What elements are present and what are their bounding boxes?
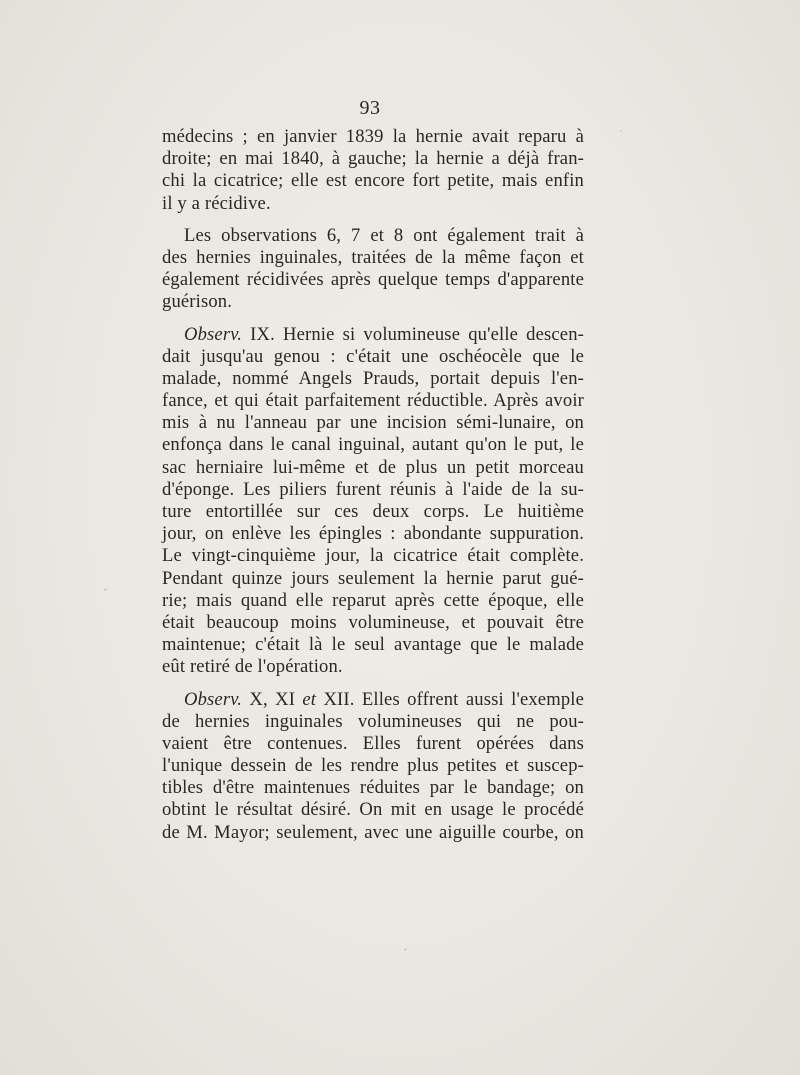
text-line: de hernies inguinales volumineuses qui ne pou- — [162, 710, 584, 732]
text-line: malade, nommé Angels Prauds, portait depuis l'en- — [162, 367, 584, 389]
observ-heading-text: IX. Hernie si volumineuse qu'elle descen- — [242, 323, 584, 345]
text-line: l'unique dessein de les rendre plus petites et suscep- — [162, 755, 584, 777]
text-line — [162, 689, 584, 711]
text-line: eût retiré de l'opération. — [162, 656, 343, 678]
paragraph-observ-9 — [162, 324, 584, 679]
text-line — [162, 324, 584, 346]
observ-label: Observ. — [184, 688, 243, 710]
page-number: 93 — [359, 97, 381, 119]
observ-numbers: X, XI — [242, 688, 303, 710]
text-line: obtint le résultat désiré. On mit en usage le procédé — [162, 799, 584, 821]
paragraph-2 — [162, 225, 584, 314]
text-line: Les observations 6, 7 et 8 ont également trait à — [184, 224, 584, 246]
paragraph-observ-10-12 — [162, 689, 584, 844]
text-line: Le vingt-cinquième jour, la cicatrice était complète. — [162, 545, 584, 567]
text-line: dait jusqu'au genou : c'était une oschéocèle que le — [162, 345, 584, 367]
text-line: il y a récidive. — [162, 192, 271, 214]
text-line: chi la cicatrice; elle est encore fort petite, mais enfin — [162, 170, 584, 192]
text-line: était beaucoup moins volumineuse, et pouvait être — [162, 611, 584, 633]
text-line: de M. Mayor; seulement, avec une aiguille courbe, on — [162, 821, 584, 843]
text-line: Pendant quinze jours seulement la hernie parut gué- — [162, 567, 584, 589]
text-line: d'éponge. Les piliers furent réunis à l'aide de la su- — [162, 478, 584, 500]
text-line: vaient être contenues. Elles furent opérées dans — [162, 732, 584, 754]
text-line: également récidivées après quelque temps d'apparente — [162, 269, 584, 291]
text-line: guérison. — [162, 291, 233, 313]
paper-speck — [104, 588, 107, 591]
observ-heading-text: XII. Elles offrent aussi l'exemple — [316, 688, 584, 710]
text-line: fance, et qui était parfaitement réductible. Après avoir — [162, 390, 584, 412]
text-line: mis à nu l'anneau par une incision sémi-lunaire, on — [162, 412, 584, 434]
text-line: droite; en mai 1840, à gauche; la hernie a déjà fran- — [162, 148, 584, 170]
text-line: sac herniaire lui-même et de plus un petit morceau — [162, 456, 584, 478]
text-line: maintenue; c'était là le seul avantage que le malade — [162, 634, 584, 656]
text-line: des hernies inguinales, traitées de la même façon et — [162, 246, 584, 268]
paper-speck — [620, 130, 622, 132]
text-line: enfonça dans le canal inguinal, autant qu'on le put, le — [162, 434, 584, 456]
paper-speck — [404, 948, 407, 951]
text-line: médecins ; en janvier 1839 la hernie avait reparu à — [162, 126, 584, 147]
text-line: tibles d'être maintenues réduites par le bandage; on — [162, 777, 584, 799]
text-line: jour, on enlève les épingles : abondante suppuration. — [162, 523, 584, 545]
body-text — [162, 126, 584, 844]
text-line: rie; mais quand elle reparut après cette époque, elle — [162, 589, 584, 611]
observ-label: Observ. — [184, 323, 243, 345]
observ-et: et — [302, 688, 317, 710]
paragraph-1 — [162, 126, 584, 215]
text-line: ture entortillée sur ces deux corps. Le huitième — [162, 501, 584, 522]
